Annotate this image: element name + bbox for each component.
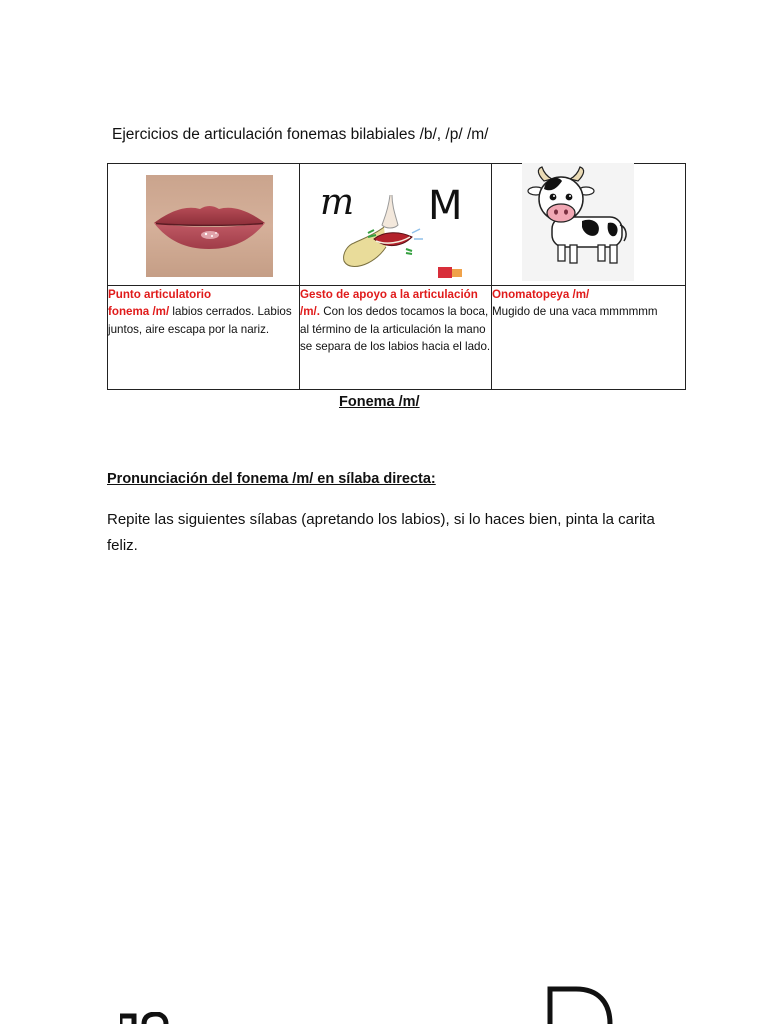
capital-m-letter: M bbox=[428, 183, 463, 229]
cow-cell bbox=[492, 164, 686, 286]
lips-photo-icon bbox=[146, 175, 273, 277]
section-heading: Pronunciación del fonema /m/ en sílaba directa: bbox=[107, 471, 436, 487]
phoneme-label: fonema /m/ bbox=[108, 305, 170, 319]
articulation-point-cell bbox=[108, 286, 300, 390]
articulation-point-text: labios cerrados. Labios juntos, aire escapa por la nariz. bbox=[108, 305, 292, 336]
cutoff-glyph-right-icon bbox=[546, 986, 616, 1024]
instructions-text: Repite las siguientes sílabas (apretando los labios), si lo haces bien, pinta la carita feliz. bbox=[107, 511, 655, 554]
articulation-table bbox=[107, 163, 686, 390]
articulation-gesture-icon bbox=[312, 169, 482, 284]
table-caption: Fonema /m/ bbox=[339, 394, 420, 410]
onomatopoeia-cell bbox=[492, 286, 686, 390]
support-gesture-text: Con los dedos tocamos la boca, al término de la articulación la mano se separa de los labios hacia el lado. bbox=[300, 305, 491, 353]
support-gesture-cell bbox=[300, 286, 492, 390]
onomatopoeia-label: Onomatopeya /m/ bbox=[492, 288, 590, 301]
support-gesture-label: Gesto de apoyo a la articulación /m/. bbox=[300, 288, 478, 319]
cow-icon bbox=[522, 163, 634, 281]
articulation-point-label: Punto articulatorio bbox=[108, 288, 212, 301]
page-title: Ejercicios de articulación fonemas bilabiales /b/, /p/ /m/ bbox=[112, 126, 489, 143]
cursive-m-letter: m bbox=[320, 182, 355, 223]
image-row bbox=[108, 164, 686, 286]
gesture-cell bbox=[300, 164, 492, 286]
lips-cell bbox=[108, 164, 300, 286]
text-row bbox=[108, 286, 686, 390]
onomatopoeia-text: Mugido de una vaca mmmmmm bbox=[492, 305, 658, 319]
cutoff-glyph-left-icon bbox=[120, 1012, 170, 1024]
